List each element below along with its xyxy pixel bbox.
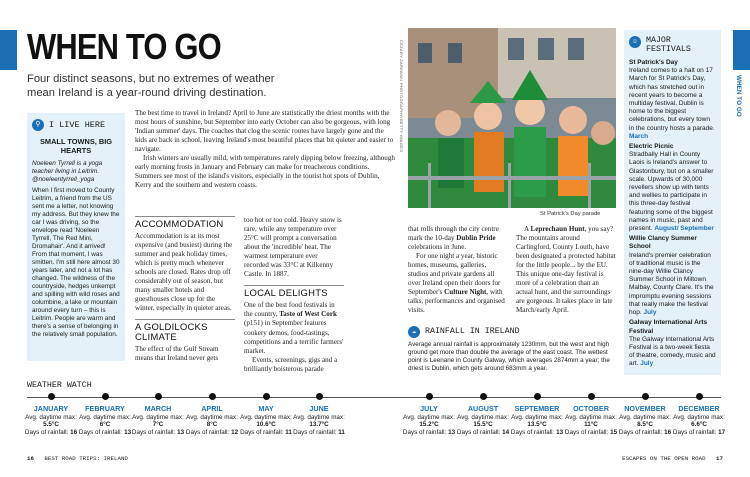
avg-temp: Avg. daytime max: 13.5°C	[511, 413, 563, 429]
weather-month	[131, 393, 185, 437]
avg-temp: Avg. daytime max: 7°C	[132, 413, 184, 429]
i-live-here-heading: ⚲ I LIVE HERE	[32, 119, 120, 131]
footer-right: ESCAPES ON THE OPEN ROAD 17	[622, 455, 723, 462]
page-subtitle: Four distinct seasons, but no extremes of weather mean Ireland is a year-round driving destination.	[27, 73, 275, 99]
major-festivals-box	[624, 30, 721, 375]
accommodation-heading: ACCOMMODATION	[135, 216, 235, 229]
weather-month	[618, 393, 672, 437]
timeline-dot	[588, 393, 595, 400]
rain-days: Days of rainfall: 11	[293, 429, 345, 437]
weather-month	[402, 393, 456, 437]
avg-temp: Avg. daytime max: 5.5°C	[25, 413, 77, 429]
intro-paragraph-2: Irish winters are usually mild, with temperatures rarely dipping below freezing, although early morning frosts in January and February can make for treacherous conditions. Summers see most of the island's visitors, especially in the tourist hot spots of Dublin, Kerry and the southern and western coasts.	[135, 154, 395, 190]
climate-body-continued: too hot or too cold. Heavy snow is rare, while any temperature over 25°C will prompt a conversation about the 'incredible' heat. The warmest temperature ever recorded was 33°C at Kilkenny Castle. In 1887.	[244, 216, 342, 279]
rain-days: Days of rainfall: 13	[510, 429, 564, 437]
local-delights-p1: One of the best food festivals in the country, Taste of West Cork (p151) in September features cookery demos, food-tastings, competitions and a terrific farmers' market.	[244, 301, 344, 355]
avg-temp: Avg. daytime max: 6°C	[79, 413, 131, 429]
month-name: JUNE	[309, 404, 329, 413]
month-name: MARCH	[144, 404, 172, 413]
weather-watch-heading: WEATHER WATCH	[27, 381, 92, 390]
month-name: FEBRUARY	[85, 404, 125, 413]
month-name: MAY	[258, 404, 274, 413]
rain-days: Days of rainfall: 13	[131, 429, 185, 437]
local-delights-p3: that rolls through the city centre mark the 10-day Dublin Pride celebrations in June.	[408, 225, 499, 252]
festival-item: Electric Picnic Stradbally Hall in County Laois is Ireland's answer to Glastonbury, but on a smaller scale. Upwards of 30,000 revellers show up with tents and wellies to participate in this three-day festival featuring some of the biggest names in music, past and present. August/ September	[629, 143, 714, 233]
festival-item: Galway International Arts Festival The Galway International Arts Festival is a two-week fiesta of theatre, comedy, music and art. July	[629, 319, 716, 368]
avg-temp: Avg. daytime max: 15.5°C	[457, 413, 509, 429]
local-delights-p4: For one night a year, historic homes, museums, galleries, studios and private gardens all over Ireland open their doors for September's Culture Night, with talks, performances and organised visits.	[408, 252, 505, 315]
weather-month	[672, 393, 726, 437]
avg-temp: Avg. daytime max: 15.2°C	[403, 413, 455, 429]
avg-temp: Avg. daytime max: 10.6°C	[240, 413, 292, 429]
rain-days: Days of rainfall: 13	[78, 429, 132, 437]
rainfall-heading: ☁ RAINFALL IN IRELAND	[408, 326, 616, 338]
local-delights-p5: A Leprechaun Hunt, you say? The mountains around Carlingford, County Louth, have been designated a protected habitat for the little people... by the EU. This unique one-day festival is more of a celebration than an actual hunt, and the surroundings are gorgeous. It takes place in late March/early April.	[516, 225, 616, 315]
rain-days: Days of rainfall: 13	[402, 429, 456, 437]
avg-temp: Avg. daytime max: 13.7°C	[293, 413, 345, 429]
timeline-dot	[102, 393, 109, 400]
i-live-here-subheading: SMALL TOWNS, BIG HEARTS	[40, 137, 112, 155]
photo-credit: CEZARY ZAREBSKI PHOTOGRAPHY/GETTY IMAGES	[399, 40, 404, 153]
local-delights-column-3	[408, 225, 507, 315]
weather-month	[239, 393, 293, 437]
weather-month	[292, 393, 346, 437]
timeline-dot	[263, 393, 270, 400]
rain-days: Days of rainfall: 16	[618, 429, 672, 437]
weather-month	[185, 393, 239, 437]
month-name: APRIL	[201, 404, 223, 413]
weather-month	[24, 393, 78, 437]
timeline-dot	[316, 393, 323, 400]
intro-column	[135, 109, 397, 190]
photo-caption: St Patrick's Day parade	[540, 211, 601, 217]
month-name: AUGUST	[467, 404, 499, 413]
local-delights-heading: LOCAL DELIGHTS	[244, 285, 344, 298]
accommodation-body: Accommodation is at its most expensive (and busiest) during the summer and peak holiday times, which is pretty much whenever schools are closed. Rates drop off considerably out of season, but many smaller hotels and guesthouses close up for the winter, especially in quieter areas.	[135, 232, 233, 313]
right-page-tab	[733, 30, 750, 70]
month-name: JULY	[420, 404, 438, 413]
rainfall-section	[408, 326, 616, 373]
climate-continued-column	[244, 216, 344, 374]
timeline-dot	[155, 393, 162, 400]
rain-days: Days of rainfall: 11	[240, 429, 292, 437]
rain-days: Days of rainfall: 17	[672, 429, 726, 437]
i-live-here-box	[27, 113, 125, 361]
rain-days: Days of rainfall: 16	[24, 429, 78, 437]
rainfall-body: Average annual rainfall is approximately 1230mm, but the west and high ground get more than double the average of the east coast. The wettest point is Leenane in County Galway, which averages 2874mm a year; the driest is Dublin, which gets around 683mm a year.	[408, 341, 610, 372]
month-name: OCTOBER	[573, 404, 609, 413]
timeline-dot	[426, 393, 433, 400]
local-delights-column-4	[516, 225, 616, 315]
avg-temp: Avg. daytime max: 11°C	[565, 413, 617, 429]
left-page-tab	[0, 30, 17, 70]
climate-heading: A GOLDILOCKS CLIMATE	[135, 319, 235, 341]
rain-days: Days of rainfall: 14	[456, 429, 510, 437]
month-name: JANUARY	[33, 404, 69, 413]
timeline-dot	[696, 393, 703, 400]
i-live-here-byline: Noeleen Tyrrell is a yoga teacher living in Leitrim. @noeleentyrrell_yoga	[32, 160, 103, 183]
st-patricks-day-photo	[408, 28, 616, 208]
timeline-dot	[209, 393, 216, 400]
month-name: SEPTEMBER	[514, 404, 560, 413]
parade-illustration	[408, 28, 616, 208]
rain-days: Days of rainfall: 15	[564, 429, 618, 437]
weather-month	[564, 393, 618, 437]
month-name: DECEMBER	[678, 404, 720, 413]
avg-temp: Avg. daytime max: 8°C	[186, 413, 238, 429]
weather-month	[510, 393, 564, 437]
timeline-dot	[48, 393, 55, 400]
i-live-here-body: When I first moved to County Leitrim, a friend from the US sent me a letter, not knowing my address. But they knew the car I was driving, so the envelope read 'Noeleen Tyrrell, The Red Mini, Dromahair'. And it arrived! From that moment, I was smitten. I'm still here almost 30 years later, and not a lot has changed. The wildness of the countryside, hedges unkempt and spilling with wild roses and columbine, a lake or mountain around every turn – this is Leitrim. People are warm and there's a sense of belonging in the relatively small population.	[32, 187, 120, 338]
timeline-dot	[480, 393, 487, 400]
accommodation-column	[135, 212, 235, 363]
festival-item: St Patrick's Day Ireland comes to a halt on 17 March for St Patrick's Day, which has stretched out in recent years to become a multiday festival. Dublin is home to the biggest celebrations, but every town in the country hosts a parade. March	[629, 59, 715, 140]
location-pin-icon: ⚲	[32, 119, 44, 131]
month-name: NOVEMBER	[624, 404, 666, 413]
avg-temp: Avg. daytime max: 6.6°C	[673, 413, 725, 429]
footer-left: 16 BEST ROAD TRIPS: IRELAND	[27, 455, 128, 462]
climate-body: The effect of the Gulf Stream means that Ireland never gets	[135, 344, 219, 362]
avg-temp: Avg. daytime max: 8.5°C	[619, 413, 671, 429]
page-title: WHEN TO GO	[27, 26, 221, 67]
weather-month	[456, 393, 510, 437]
rain-cloud-icon: ☁	[408, 326, 420, 338]
local-delights-p2: Events, screenings, gigs and a brilliantly boisterous parade	[244, 355, 338, 373]
timeline-dot	[534, 393, 541, 400]
timeline-dot	[642, 393, 649, 400]
weather-month	[78, 393, 132, 437]
rain-days: Days of rainfall: 12	[185, 429, 239, 437]
festivals-heading: ☺ MAJOR FESTIVALS	[629, 36, 716, 54]
side-tab-label: WHEN TO GO	[735, 75, 742, 117]
people-icon: ☺	[629, 36, 641, 48]
intro-paragraph-1: The best time to travel in Ireland? April to June are statistically the driest months with the most hours of sunshine, but September into early October can also be gorgeous, with long 'Indian summer' days. The coaches that clog the scenic routes have largely gone and the kids are back in school, leaving Ireland's most beautiful places that bit quieter and easier to navigate.	[135, 109, 394, 154]
festival-item: Willie Clancy Summer School Ireland's premier celebration of traditional music is the nine-day Willie Clancy Summer School in Miltown Malbay, County Clare. It's the impromptu evening sessions that really make the festival hop. July	[629, 235, 714, 317]
